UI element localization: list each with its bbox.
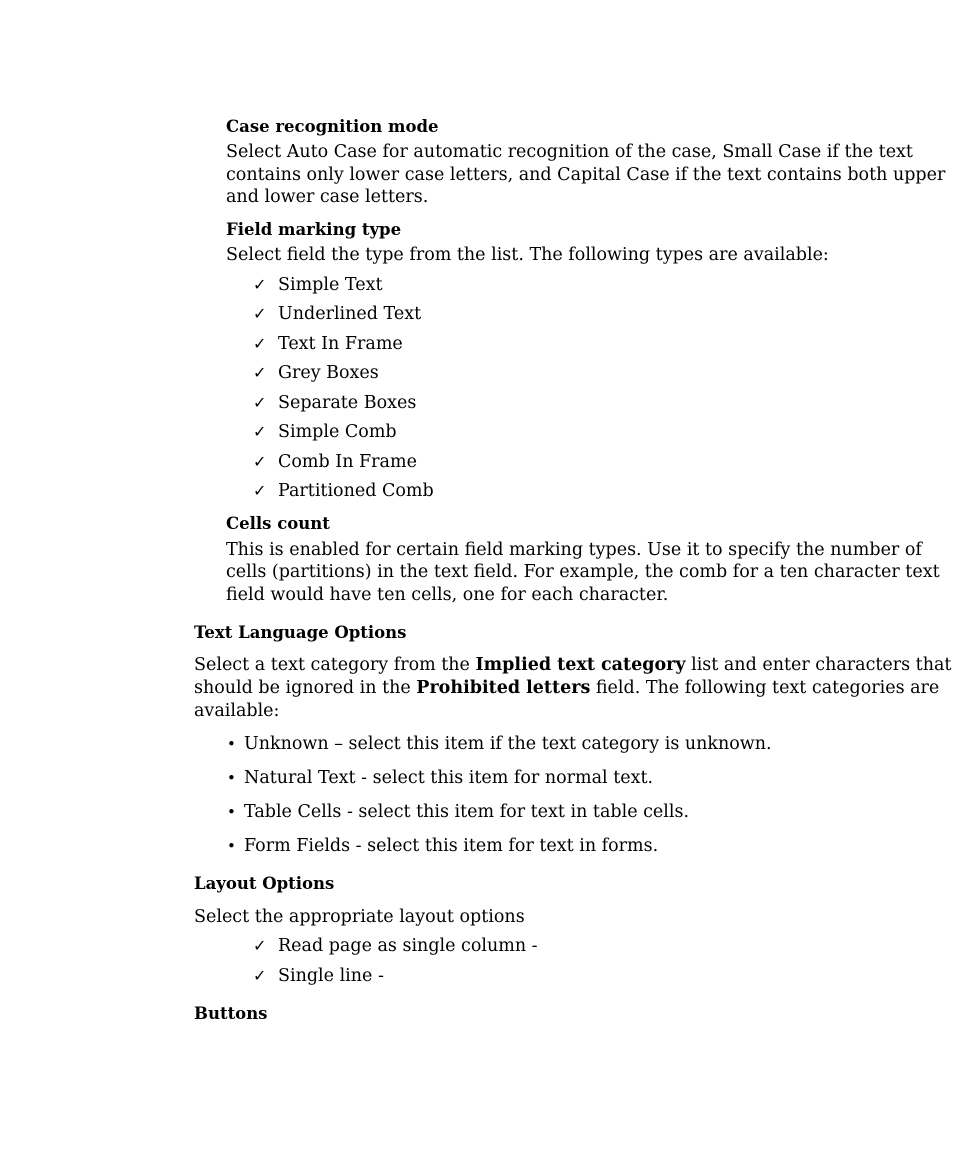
cells-count-line-1: This is enabled for certain field marking types. Use it to specify the number of [226,540,922,560]
list-item: Text In Frame [278,334,403,354]
text-language-line-1: Select a text category from the Implied text category list and enter characters that [194,655,952,675]
list-item: Comb In Frame [278,452,417,472]
list-item: Read page as single column - [278,936,538,956]
list-item: Form Fields - select this item for text in forms. [244,836,659,856]
check-icon: ✓ [253,393,267,412]
text-language-heading: Text Language Options [194,623,407,642]
text-language-line-3: available: [194,701,280,721]
text-language-line-2: should be ignored in the Prohibited letters field. The following text categories are [194,678,940,698]
bullet-icon: • [227,769,236,787]
list-item: Simple Comb [278,422,397,442]
bullet-icon: • [227,735,236,753]
case-recognition-line-3: and lower case letters. [226,187,429,207]
check-icon: ✓ [253,422,267,441]
check-icon: ✓ [253,334,267,353]
buttons-heading: Buttons [194,1004,268,1023]
list-item: Grey Boxes [278,363,379,383]
list-item: Table Cells - select this item for text in table cells. [244,802,690,822]
bullet-icon: • [227,803,236,821]
list-item: Separate Boxes [278,393,417,413]
cells-count-heading: Cells count [226,514,330,533]
list-item: Single line - [278,966,384,986]
check-icon: ✓ [253,304,267,323]
list-item: Simple Text [278,275,383,295]
check-icon: ✓ [253,275,267,294]
check-icon: ✓ [253,481,267,500]
list-item: Natural Text - select this item for normal text. [244,768,654,788]
list-item: Underlined Text [278,304,422,324]
cells-count-line-2: cells (partitions) in the text field. For example, the comb for a ten character text [226,562,940,582]
cells-count-line-3: field would have ten cells, one for each character. [226,585,669,605]
check-icon: ✓ [253,966,267,985]
field-marking-heading: Field marking type [226,220,402,239]
case-recognition-heading: Case recognition mode [226,117,439,136]
case-recognition-line-2: contains only lower case letters, and Capital Case if the text contains both upper [226,165,946,185]
list-item: Unknown – select this item if the text category is unknown. [244,734,772,754]
check-icon: ✓ [253,363,267,382]
case-recognition-line-1: Select Auto Case for automatic recognition of the case, Small Case if the text [226,142,913,162]
layout-options-heading: Layout Options [194,874,335,893]
field-marking-intro: Select field the type from the list. The following types are available: [226,245,829,265]
check-icon: ✓ [253,936,267,955]
layout-options-intro: Select the appropriate layout options [194,907,525,927]
list-item: Partitioned Comb [278,481,434,501]
check-icon: ✓ [253,452,267,471]
bullet-icon: • [227,837,236,855]
